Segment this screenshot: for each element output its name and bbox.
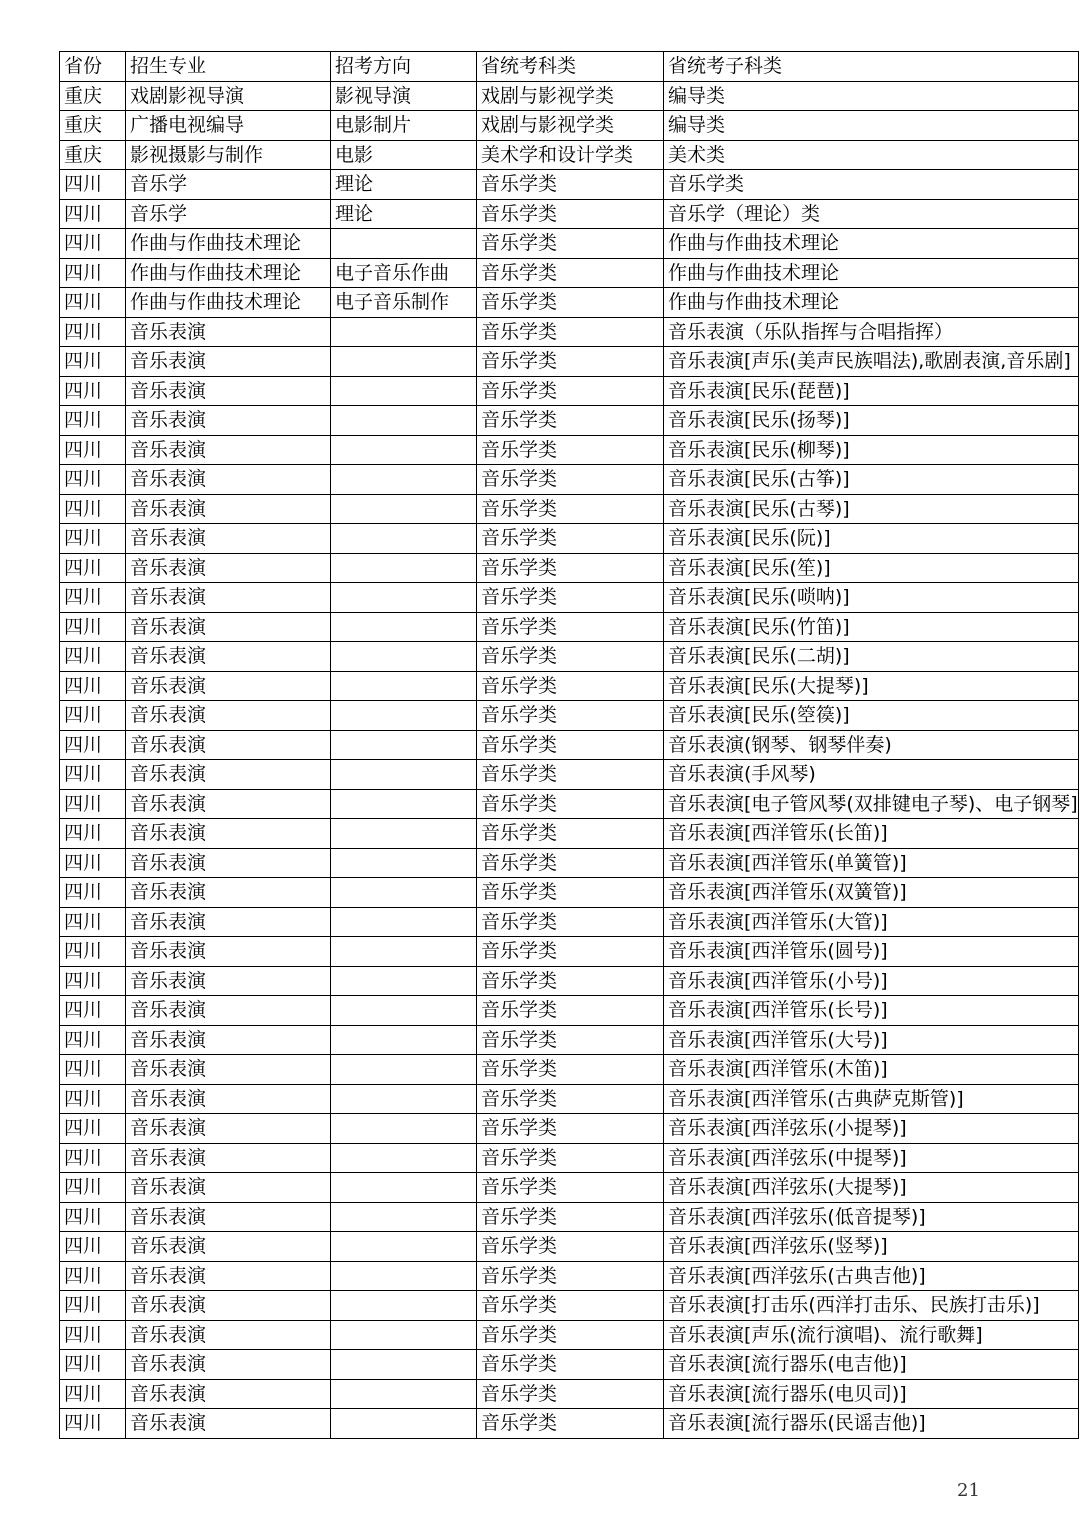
cell-province: 四川	[60, 347, 126, 377]
cell-direction	[331, 435, 477, 465]
cell-exam-subcategory: 音乐表演[民乐(古琴)]	[664, 494, 1079, 524]
cell-exam-subcategory: 美术类	[664, 140, 1079, 170]
cell-major: 音乐表演	[126, 1173, 331, 1203]
cell-exam-category: 音乐学类	[477, 1379, 664, 1409]
cell-direction	[331, 1379, 477, 1409]
cell-exam-category: 音乐学类	[477, 1114, 664, 1144]
cell-province: 四川	[60, 671, 126, 701]
cell-exam-subcategory: 音乐表演[流行器乐(电吉他)]	[664, 1350, 1079, 1380]
cell-direction: 电影制片	[331, 111, 477, 141]
table-row	[60, 81, 1079, 111]
cell-direction	[331, 819, 477, 849]
cell-direction	[331, 524, 477, 554]
cell-direction	[331, 465, 477, 495]
table-row	[60, 288, 1079, 318]
cell-exam-subcategory: 音乐表演[流行器乐(民谣吉他)]	[664, 1409, 1079, 1439]
cell-major: 音乐表演	[126, 406, 331, 436]
enrollment-table	[59, 51, 1079, 1439]
cell-exam-category: 音乐学类	[477, 317, 664, 347]
cell-exam-subcategory: 音乐学类	[664, 170, 1079, 200]
cell-exam-subcategory: 音乐表演[西洋弦乐(小提琴)]	[664, 1114, 1079, 1144]
cell-province: 四川	[60, 1379, 126, 1409]
table-row	[60, 170, 1079, 200]
cell-exam-category: 音乐学类	[477, 1143, 664, 1173]
cell-exam-category: 音乐学类	[477, 1350, 664, 1380]
cell-major: 音乐表演	[126, 996, 331, 1026]
table-row	[60, 494, 1079, 524]
cell-direction	[331, 760, 477, 790]
cell-exam-subcategory: 音乐表演[西洋管乐(长号)]	[664, 996, 1079, 1026]
cell-major: 音乐学	[126, 199, 331, 229]
cell-direction	[331, 1084, 477, 1114]
cell-exam-category: 音乐学类	[477, 1409, 664, 1439]
cell-direction	[331, 1320, 477, 1350]
cell-exam-subcategory: 音乐表演[西洋管乐(长笛)]	[664, 819, 1079, 849]
cell-province: 四川	[60, 583, 126, 613]
table-row	[60, 1143, 1079, 1173]
cell-province: 四川	[60, 229, 126, 259]
cell-major: 音乐表演	[126, 819, 331, 849]
table-row	[60, 1261, 1079, 1291]
table-row	[60, 848, 1079, 878]
cell-province: 四川	[60, 612, 126, 642]
cell-province: 四川	[60, 1114, 126, 1144]
cell-province: 四川	[60, 730, 126, 760]
cell-major: 音乐表演	[126, 1291, 331, 1321]
cell-province: 四川	[60, 199, 126, 229]
cell-major: 音乐表演	[126, 524, 331, 554]
cell-exam-category: 音乐学类	[477, 642, 664, 672]
cell-province: 四川	[60, 494, 126, 524]
table-row	[60, 553, 1079, 583]
cell-exam-category: 戏剧与影视学类	[477, 81, 664, 111]
cell-province: 四川	[60, 907, 126, 937]
cell-exam-category: 音乐学类	[477, 288, 664, 318]
table-row	[60, 1232, 1079, 1262]
cell-exam-subcategory: 编导类	[664, 81, 1079, 111]
cell-direction	[331, 671, 477, 701]
cell-exam-category: 音乐学类	[477, 789, 664, 819]
table-row	[60, 1173, 1079, 1203]
cell-exam-subcategory: 音乐表演[民乐(柳琴)]	[664, 435, 1079, 465]
table-row	[60, 1320, 1079, 1350]
cell-major: 音乐表演	[126, 1143, 331, 1173]
cell-exam-subcategory: 音乐表演(钢琴、钢琴伴奏)	[664, 730, 1079, 760]
cell-province: 四川	[60, 1409, 126, 1439]
cell-exam-category: 音乐学类	[477, 376, 664, 406]
cell-major: 音乐表演	[126, 878, 331, 908]
cell-exam-subcategory: 音乐表演[西洋管乐(单簧管)]	[664, 848, 1079, 878]
cell-major: 音乐表演	[126, 671, 331, 701]
cell-exam-subcategory: 作曲与作曲技术理论	[664, 229, 1079, 259]
cell-direction: 影视导演	[331, 81, 477, 111]
table-row	[60, 789, 1079, 819]
table-row	[60, 258, 1079, 288]
cell-exam-category: 音乐学类	[477, 996, 664, 1026]
cell-direction: 理论	[331, 199, 477, 229]
cell-exam-category: 音乐学类	[477, 1084, 664, 1114]
cell-province: 四川	[60, 258, 126, 288]
cell-province: 四川	[60, 406, 126, 436]
header-exam-category: 省统考科类	[477, 52, 664, 82]
cell-exam-category: 音乐学类	[477, 494, 664, 524]
table-row	[60, 878, 1079, 908]
cell-province: 四川	[60, 1291, 126, 1321]
cell-exam-subcategory: 音乐表演[民乐(箜篌)]	[664, 701, 1079, 731]
cell-province: 四川	[60, 1143, 126, 1173]
table-row	[60, 1114, 1079, 1144]
table-row	[60, 111, 1079, 141]
cell-exam-category: 音乐学类	[477, 1291, 664, 1321]
cell-direction	[331, 878, 477, 908]
cell-exam-category: 音乐学类	[477, 553, 664, 583]
cell-major: 音乐表演	[126, 760, 331, 790]
cell-province: 四川	[60, 465, 126, 495]
cell-major: 音乐表演	[126, 966, 331, 996]
cell-exam-subcategory: 音乐表演[西洋管乐(双簧管)]	[664, 878, 1079, 908]
table-row	[60, 642, 1079, 672]
cell-exam-category: 音乐学类	[477, 878, 664, 908]
cell-direction	[331, 1350, 477, 1380]
cell-direction	[331, 937, 477, 967]
cell-province: 四川	[60, 317, 126, 347]
cell-exam-subcategory: 音乐表演[西洋管乐(大管)]	[664, 907, 1079, 937]
cell-exam-category: 音乐学类	[477, 1202, 664, 1232]
cell-major: 作曲与作曲技术理论	[126, 258, 331, 288]
cell-direction: 电子音乐制作	[331, 288, 477, 318]
cell-direction	[331, 1291, 477, 1321]
cell-major: 广播电视编导	[126, 111, 331, 141]
cell-province: 四川	[60, 1232, 126, 1262]
table-row	[60, 1350, 1079, 1380]
cell-exam-category: 音乐学类	[477, 730, 664, 760]
cell-exam-subcategory: 音乐表演[民乐(笙)]	[664, 553, 1079, 583]
cell-exam-category: 音乐学类	[477, 199, 664, 229]
cell-direction	[331, 1143, 477, 1173]
cell-major: 音乐表演	[126, 848, 331, 878]
cell-province: 四川	[60, 642, 126, 672]
cell-province: 四川	[60, 524, 126, 554]
cell-province: 四川	[60, 966, 126, 996]
cell-exam-subcategory: 音乐表演[流行器乐(电贝司)]	[664, 1379, 1079, 1409]
cell-province: 四川	[60, 1350, 126, 1380]
cell-exam-category: 音乐学类	[477, 170, 664, 200]
cell-exam-category: 音乐学类	[477, 966, 664, 996]
table-row	[60, 612, 1079, 642]
cell-major: 音乐表演	[126, 1025, 331, 1055]
cell-exam-subcategory: 音乐表演[打击乐(西洋打击乐、民族打击乐)]	[664, 1291, 1079, 1321]
cell-exam-category: 音乐学类	[477, 907, 664, 937]
cell-exam-subcategory: 音乐表演[西洋弦乐(古典吉他)]	[664, 1261, 1079, 1291]
cell-direction	[331, 376, 477, 406]
header-direction: 招考方向	[331, 52, 477, 82]
cell-exam-category: 音乐学类	[477, 435, 664, 465]
cell-exam-subcategory: 音乐表演[西洋弦乐(大提琴)]	[664, 1173, 1079, 1203]
cell-exam-category: 音乐学类	[477, 1232, 664, 1262]
cell-exam-subcategory: 音乐表演[电子管风琴(双排键电子琴)、电子钢琴]	[664, 789, 1079, 819]
cell-exam-category: 戏剧与影视学类	[477, 111, 664, 141]
table-row	[60, 907, 1079, 937]
cell-province: 四川	[60, 1320, 126, 1350]
cell-province: 四川	[60, 288, 126, 318]
cell-exam-subcategory: 音乐表演[民乐(二胡)]	[664, 642, 1079, 672]
cell-exam-subcategory: 音乐表演[民乐(扬琴)]	[664, 406, 1079, 436]
cell-exam-category: 音乐学类	[477, 524, 664, 554]
cell-direction	[331, 1173, 477, 1203]
cell-exam-category: 音乐学类	[477, 612, 664, 642]
cell-exam-category: 音乐学类	[477, 819, 664, 849]
cell-direction	[331, 347, 477, 377]
cell-major: 音乐表演	[126, 907, 331, 937]
cell-province: 四川	[60, 1084, 126, 1114]
cell-major: 音乐表演	[126, 435, 331, 465]
cell-direction	[331, 1261, 477, 1291]
cell-major: 影视摄影与制作	[126, 140, 331, 170]
cell-exam-category: 音乐学类	[477, 406, 664, 436]
cell-province: 重庆	[60, 111, 126, 141]
table-row	[60, 199, 1079, 229]
cell-exam-category: 音乐学类	[477, 937, 664, 967]
cell-direction	[331, 553, 477, 583]
cell-exam-subcategory: 音乐表演[民乐(阮)]	[664, 524, 1079, 554]
cell-exam-subcategory: 音乐表演[民乐(琵琶)]	[664, 376, 1079, 406]
cell-major: 音乐表演	[126, 376, 331, 406]
table-row	[60, 347, 1079, 377]
cell-major: 音乐学	[126, 170, 331, 200]
cell-direction	[331, 1202, 477, 1232]
cell-exam-category: 音乐学类	[477, 583, 664, 613]
cell-exam-subcategory: 音乐表演[西洋管乐(圆号)]	[664, 937, 1079, 967]
cell-exam-subcategory: 音乐表演[西洋管乐(大号)]	[664, 1025, 1079, 1055]
table-row	[60, 376, 1079, 406]
cell-province: 四川	[60, 819, 126, 849]
cell-direction	[331, 848, 477, 878]
cell-exam-subcategory: 音乐学（理论）类	[664, 199, 1079, 229]
table-row	[60, 1291, 1079, 1321]
cell-exam-subcategory: 音乐表演[西洋弦乐(低音提琴)]	[664, 1202, 1079, 1232]
cell-major: 音乐表演	[126, 1202, 331, 1232]
cell-exam-subcategory: 音乐表演[西洋管乐(小号)]	[664, 966, 1079, 996]
cell-major: 作曲与作曲技术理论	[126, 288, 331, 318]
cell-exam-subcategory: 音乐表演[声乐(美声民族唱法),歌剧表演,音乐剧]	[664, 347, 1079, 377]
cell-major: 音乐表演	[126, 494, 331, 524]
cell-exam-subcategory: 作曲与作曲技术理论	[664, 258, 1079, 288]
cell-province: 四川	[60, 760, 126, 790]
cell-exam-subcategory: 音乐表演（乐队指挥与合唱指挥）	[664, 317, 1079, 347]
cell-province: 四川	[60, 789, 126, 819]
cell-major: 音乐表演	[126, 642, 331, 672]
table-row	[60, 996, 1079, 1026]
cell-direction: 电影	[331, 140, 477, 170]
cell-exam-subcategory: 音乐表演[民乐(竹笛)]	[664, 612, 1079, 642]
cell-exam-category: 音乐学类	[477, 1025, 664, 1055]
table-row	[60, 1409, 1079, 1439]
table-body	[60, 52, 1079, 1439]
cell-province: 四川	[60, 937, 126, 967]
cell-major: 音乐表演	[126, 347, 331, 377]
cell-major: 音乐表演	[126, 1114, 331, 1144]
cell-province: 四川	[60, 170, 126, 200]
cell-province: 四川	[60, 435, 126, 465]
table-row	[60, 1084, 1079, 1114]
cell-major: 音乐表演	[126, 465, 331, 495]
cell-province: 四川	[60, 553, 126, 583]
cell-exam-category: 音乐学类	[477, 671, 664, 701]
cell-exam-subcategory: 作曲与作曲技术理论	[664, 288, 1079, 318]
cell-direction: 理论	[331, 170, 477, 200]
cell-exam-subcategory: 音乐表演[西洋管乐(木笛)]	[664, 1055, 1079, 1085]
cell-major: 音乐表演	[126, 583, 331, 613]
table-row	[60, 1025, 1079, 1055]
cell-exam-category: 音乐学类	[477, 258, 664, 288]
cell-exam-category: 音乐学类	[477, 347, 664, 377]
cell-province: 重庆	[60, 81, 126, 111]
cell-direction	[331, 996, 477, 1026]
table-row	[60, 1055, 1079, 1085]
table-row	[60, 966, 1079, 996]
cell-province: 四川	[60, 1025, 126, 1055]
table-row	[60, 1202, 1079, 1232]
cell-exam-category: 音乐学类	[477, 1173, 664, 1203]
cell-province: 重庆	[60, 140, 126, 170]
cell-direction	[331, 1409, 477, 1439]
cell-exam-subcategory: 音乐表演[声乐(流行演唱)、流行歌舞]	[664, 1320, 1079, 1350]
cell-exam-subcategory: 音乐表演[民乐(唢呐)]	[664, 583, 1079, 613]
cell-direction	[331, 612, 477, 642]
table-row	[60, 140, 1079, 170]
cell-exam-category: 音乐学类	[477, 848, 664, 878]
table-row	[60, 406, 1079, 436]
table-row	[60, 760, 1079, 790]
cell-major: 音乐表演	[126, 1320, 331, 1350]
cell-direction	[331, 1055, 477, 1085]
cell-major: 音乐表演	[126, 1409, 331, 1439]
cell-exam-category: 音乐学类	[477, 1320, 664, 1350]
cell-exam-subcategory: 音乐表演[西洋弦乐(中提琴)]	[664, 1143, 1079, 1173]
header-major: 招生专业	[126, 52, 331, 82]
cell-exam-category: 音乐学类	[477, 760, 664, 790]
cell-direction	[331, 317, 477, 347]
table-row	[60, 701, 1079, 731]
cell-direction	[331, 907, 477, 937]
cell-province: 四川	[60, 848, 126, 878]
cell-major: 戏剧影视导演	[126, 81, 331, 111]
cell-exam-subcategory: 音乐表演[西洋弦乐(竖琴)]	[664, 1232, 1079, 1262]
cell-major: 音乐表演	[126, 730, 331, 760]
cell-province: 四川	[60, 996, 126, 1026]
cell-exam-category: 音乐学类	[477, 1261, 664, 1291]
cell-exam-subcategory: 音乐表演(手风琴)	[664, 760, 1079, 790]
table-row	[60, 465, 1079, 495]
cell-exam-category: 美术学和设计学类	[477, 140, 664, 170]
cell-major: 音乐表演	[126, 1350, 331, 1380]
cell-exam-subcategory: 音乐表演[西洋管乐(古典萨克斯管)]	[664, 1084, 1079, 1114]
cell-province: 四川	[60, 878, 126, 908]
cell-direction	[331, 1232, 477, 1262]
cell-direction	[331, 1025, 477, 1055]
cell-province: 四川	[60, 376, 126, 406]
cell-province: 四川	[60, 1261, 126, 1291]
cell-major: 音乐表演	[126, 317, 331, 347]
cell-major: 音乐表演	[126, 1232, 331, 1262]
cell-exam-category: 音乐学类	[477, 1055, 664, 1085]
cell-province: 四川	[60, 1202, 126, 1232]
table-row	[60, 1379, 1079, 1409]
cell-direction: 电子音乐作曲	[331, 258, 477, 288]
cell-exam-category: 音乐学类	[477, 465, 664, 495]
cell-major: 音乐表演	[126, 937, 331, 967]
table-row	[60, 671, 1079, 701]
cell-major: 音乐表演	[126, 1084, 331, 1114]
cell-major: 音乐表演	[126, 1055, 331, 1085]
table-row	[60, 819, 1079, 849]
cell-direction	[331, 789, 477, 819]
cell-exam-subcategory: 编导类	[664, 111, 1079, 141]
cell-direction	[331, 1114, 477, 1144]
cell-major: 音乐表演	[126, 701, 331, 731]
table-row	[60, 583, 1079, 613]
cell-exam-subcategory: 音乐表演[民乐(大提琴)]	[664, 671, 1079, 701]
cell-exam-category: 音乐学类	[477, 229, 664, 259]
table-row	[60, 317, 1079, 347]
cell-direction	[331, 966, 477, 996]
cell-major: 音乐表演	[126, 1261, 331, 1291]
cell-province: 四川	[60, 1055, 126, 1085]
cell-direction	[331, 229, 477, 259]
page-number: 21	[957, 1480, 980, 1501]
cell-direction	[331, 730, 477, 760]
cell-direction	[331, 701, 477, 731]
cell-direction	[331, 494, 477, 524]
cell-major: 音乐表演	[126, 789, 331, 819]
header-exam-subcategory: 省统考子科类	[664, 52, 1079, 82]
cell-direction	[331, 642, 477, 672]
table-row	[60, 435, 1079, 465]
cell-province: 四川	[60, 1173, 126, 1203]
table-row	[60, 524, 1079, 554]
table-header-row	[60, 52, 1079, 82]
cell-major: 音乐表演	[126, 1379, 331, 1409]
cell-exam-category: 音乐学类	[477, 701, 664, 731]
header-province: 省份	[60, 52, 126, 82]
table-row	[60, 229, 1079, 259]
cell-major: 音乐表演	[126, 612, 331, 642]
table-row	[60, 937, 1079, 967]
cell-major: 作曲与作曲技术理论	[126, 229, 331, 259]
cell-exam-subcategory: 音乐表演[民乐(古筝)]	[664, 465, 1079, 495]
cell-province: 四川	[60, 701, 126, 731]
table-row	[60, 730, 1079, 760]
cell-direction	[331, 583, 477, 613]
cell-direction	[331, 406, 477, 436]
cell-major: 音乐表演	[126, 553, 331, 583]
